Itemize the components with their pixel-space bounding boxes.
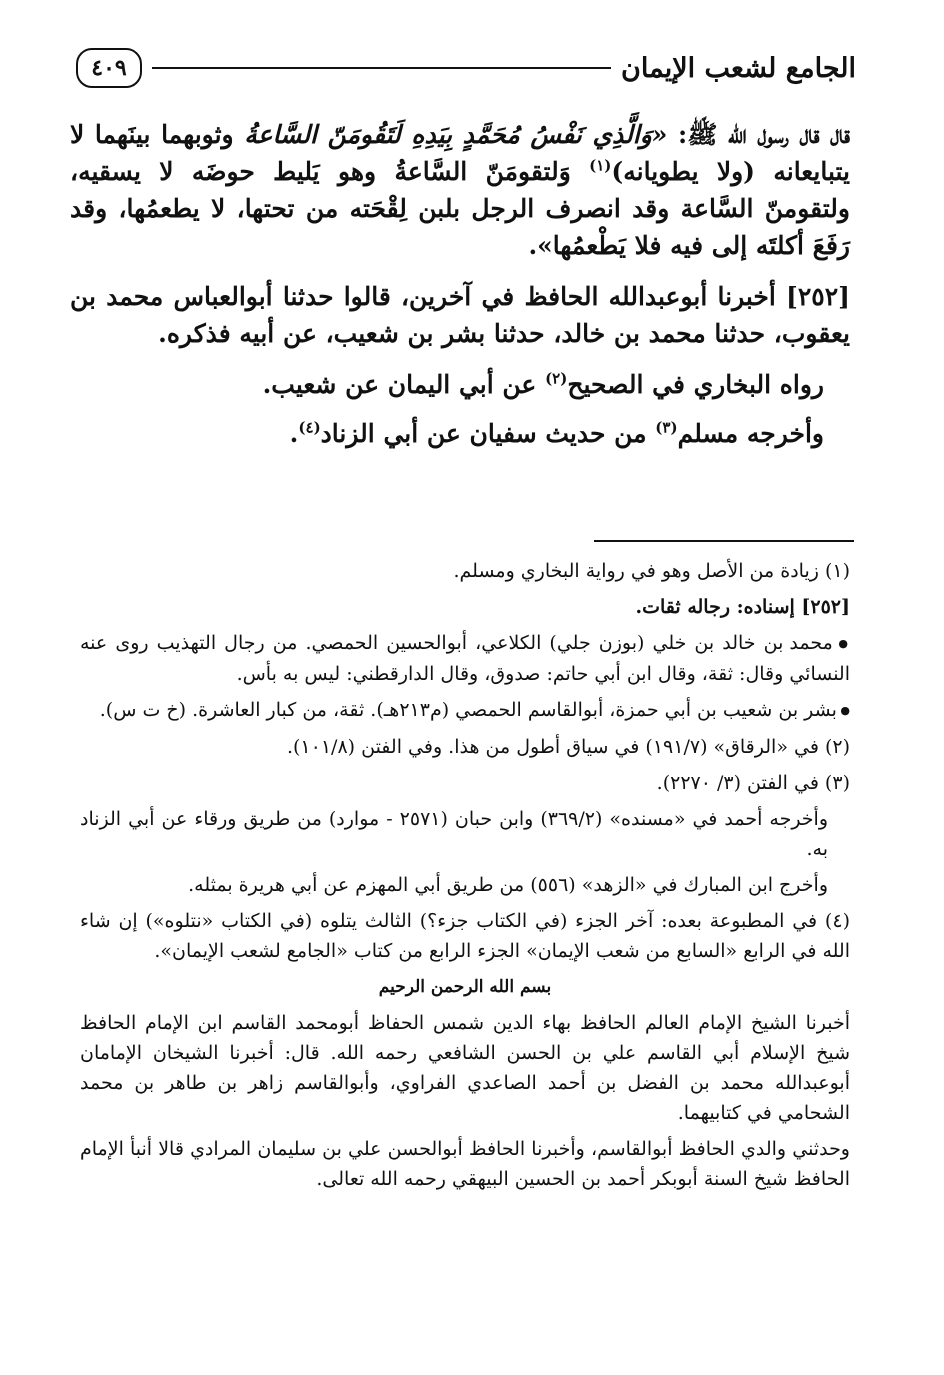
footnote-4: (٤) في المطبوعة بعده: آخر الجزء (في الكتاب جزء؟) الثالث يتلوه (في الكتاب «نتلوه») إن شاء الله في الرابع «السابع من شعب الإيمان» الجزء الرابع من كتاب «الجامع لشعب الإيمان». <box>80 910 850 962</box>
isnad-paragraph: [٢٥٢] أخبرنا أبوعبدالله الحافظ في آخرين، قالوا حدثنا أبوالعباس محمد بن يعقوب، حدثنا محمد بن خالد، حدثنا بشر بن شعيب، عن أبيه فذكره. <box>70 282 850 348</box>
footnote-3: (٣) في الفتن (٣/ ٢٢٧٠). <box>656 772 850 794</box>
hadith-paragraph <box>70 116 850 264</box>
hadith-end: وَلتقومَنّ السَّاعةُ وهو يَليط حوضَه لا يسقيه، ولتقومنّ السَّاعة وقد انصرف الرجل بلبن لِقْحَته من تحتها، لا يطعمُها، وقد رَفَعَ أكلتَه إلى فيه فلا يَطْعمُها». <box>70 157 850 260</box>
hadith-intro: قال قال رسول الله ﷺ: <box>667 120 850 149</box>
takhrij-muslim-rest: من حديث سفيان عن أبي الزناد <box>320 419 656 448</box>
page-number: ٤٠٩ <box>76 48 142 88</box>
hadith-quote: «وَالَّذِي نَفْسُ مُحَمَّدٍ بِيَدِهِ لَتَقُومَنّ السَّاعةُ <box>244 120 668 149</box>
footnotes <box>80 556 850 1200</box>
hadith-continuation: وثوبهما بينَهما لا يتبايعانه (ولا يطويانه) <box>70 120 850 186</box>
footnote-1: (١) زيادة من الأصل وهو في رواية البخاري ومسلم. <box>453 560 850 582</box>
running-title: الجامع لشعب الإيمان <box>621 52 856 84</box>
footnote-ref-4[interactable]: (٤) <box>298 418 321 437</box>
footnote-3-ahmad: وأخرجه أحمد في «مسنده» (٣٦٩/٢) وابن حبان (٢٥٧١ - موارد) من طريق ورقاء عن أبي الزناد به. <box>80 808 829 860</box>
takhrij-muslim-text: وأخرجه مسلم <box>677 419 824 448</box>
takhrij-block <box>70 366 850 452</box>
takhrij-bukhari-rest: عن أبي اليمان عن شعيب. <box>262 370 546 399</box>
footnote-252: [٢٥٢] إسناده: رجاله ثقات. <box>635 596 850 618</box>
takhrij-muslim-end: . <box>289 419 299 448</box>
takhrij-bukhari <box>70 366 824 403</box>
footnote-3-zuhd: وأخرج ابن المبارك في «الزهد» (٥٥٦) من طريق أبي المهزم عن أبي هريرة بمثله. <box>188 874 828 896</box>
header-rule <box>152 67 611 69</box>
page-header <box>76 38 856 98</box>
basmala: بسم الله الرحمن الرحيم <box>378 977 552 997</box>
footnote-ref-1[interactable]: (١) <box>589 156 612 175</box>
takhrij-muslim <box>70 415 824 452</box>
footnote-4-chain: أخبرنا الشيخ الإمام العالم الحافظ بهاء الدين شمس الحفاظ أبومحمد القاسم ابن الإمام الحافظ شيخ الإسلام أبي القاسم علي بن الحسن الشافعي رحمه الله. قال: أخبرنا الشيخان الإمامان أبوعبدالله محمد بن الفضل بن أحمد الصاعدي الفراوي، وأبوالقاسم زاهر بن طاهر بن محمد الشحامي في كتابيهما. <box>80 1012 850 1124</box>
footnote-ref-3[interactable]: (٣) <box>655 418 678 437</box>
main-text <box>70 116 850 464</box>
takhrij-bukhari-text: رواه البخاري في الصحيح <box>567 370 824 399</box>
footnote-ref-2[interactable]: (٢) <box>545 369 568 388</box>
narrator-note-2: ● بشر بن شعيب بن أبي حمزة، أبوالقاسم الحمصي (م٢١٣هـ). ثقة، من كبار العاشرة. (خ ت س). <box>80 695 850 726</box>
narrator-note-1: ● محمد بن خالد بن خلي (بوزن جلي) الكلاعي، أبوالحسين الحمصي. من رجال التهذيب روى عنه النسائي وقال: ثقة، وقال ابن أبي حاتم: صدوق، وقال الدارقطني: ليس به بأس. <box>80 628 850 689</box>
footnote-divider <box>594 540 854 542</box>
footnote-4-chain-2: وحدثني والدي الحافظ أبوالقاسم، وأخبرنا الحافظ أبوالحسن علي بن سليمان المرادي قالا أنبأ الإمام الحافظ شيخ السنة أبوبكر أحمد بن الحسين البيهقي رحمه الله تعالى. <box>80 1138 850 1190</box>
footnote-2: (٢) في «الرقاق» (١٩١/٧) في سياق أطول من هذا. وفي الفتن (١٠١/٨). <box>286 736 850 758</box>
